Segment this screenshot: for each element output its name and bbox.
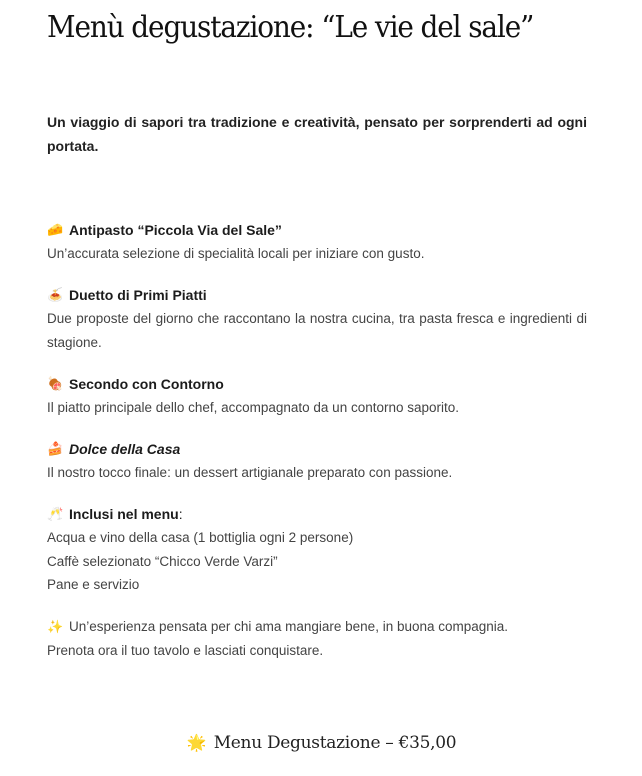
clinking-glasses-icon: 🥂 <box>47 506 64 522</box>
closing-text: Un’esperienza pensata per chi ama mangiare bene, in buona compagnia. <box>69 619 509 634</box>
section-heading-text: Inclusi nel menu <box>69 506 179 522</box>
spaghetti-icon: 🍝 <box>47 287 64 303</box>
section-heading <box>47 372 587 396</box>
cake-icon: 🍰 <box>47 441 64 457</box>
star-icon: 🌟 <box>186 733 207 752</box>
sparkles-icon: ✨ <box>47 620 64 635</box>
section-antipasto <box>47 218 587 266</box>
included-item: Caffè selezionato “Chicco Verde Varzi” <box>47 553 278 569</box>
section-description: Il nostro tocco finale: un dessert artigianale preparato con passione. <box>47 465 453 480</box>
included-item: Acqua e vino della casa (1 bottiglia ogni 2 persone) <box>47 530 354 545</box>
section-heading-text: Antipasto “Piccola Via del Sale” <box>69 222 282 238</box>
section-dolce <box>47 437 587 485</box>
meat-icon: 🍖 <box>47 376 64 392</box>
heading-colon: : <box>178 506 183 522</box>
section-heading <box>47 283 587 307</box>
section-description: Due proposte del giorno che raccontano la nostra cucina, tra pasta fresca e ingredienti di stagione. <box>47 311 587 350</box>
section-heading <box>47 502 587 526</box>
closing-line-1 <box>47 615 587 639</box>
included-item: Pane e servizio <box>47 577 140 592</box>
price-label: Menu Degustazione – €35,00 <box>213 733 457 753</box>
section-secondo <box>47 372 587 420</box>
section-heading-text: Secondo con Contorno <box>69 376 224 392</box>
section-heading-text: Dolce della Casa <box>69 441 181 457</box>
closing-message <box>47 615 587 662</box>
section-description: Un’accurata selezione di specialità locali per iniziare con gusto. <box>47 246 425 261</box>
section-primi <box>47 283 587 354</box>
section-included <box>47 502 587 597</box>
intro-text: Un viaggio di sapori tra tradizione e creatività, pensato per sorprenderti ad ogni portata. <box>47 114 587 154</box>
menu-price <box>0 733 642 753</box>
section-heading <box>47 437 587 461</box>
closing-line-2: Prenota ora il tuo tavolo e lasciati conquistare. <box>47 642 324 658</box>
page-title: Menù degustazione: “Le vie del sale” <box>47 10 534 45</box>
section-description: Il piatto principale dello chef, accompagnato da un contorno saporito. <box>47 400 460 415</box>
section-heading-text: Duetto di Primi Piatti <box>69 287 207 303</box>
section-heading <box>47 218 587 242</box>
included-list <box>47 526 587 597</box>
cheese-icon: 🧀 <box>47 222 64 238</box>
